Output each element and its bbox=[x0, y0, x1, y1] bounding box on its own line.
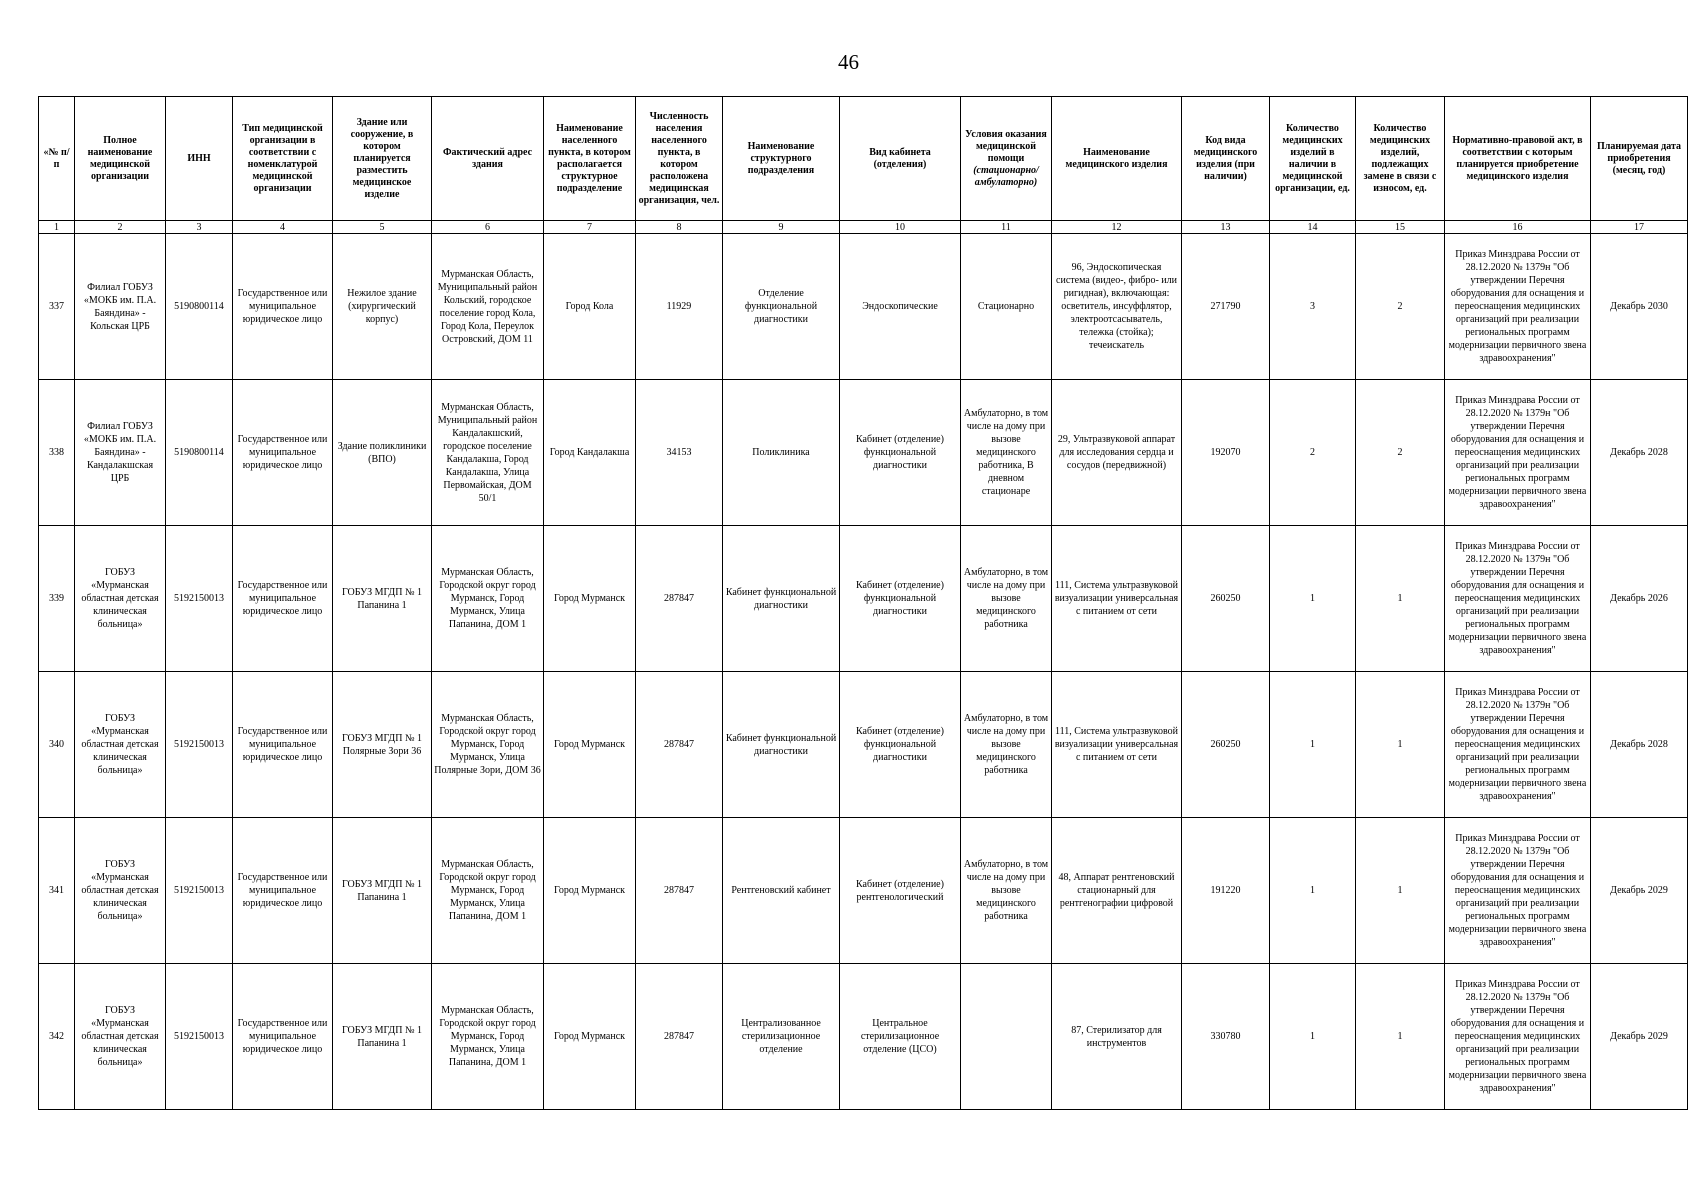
organization-cell: Филиал ГОБУЗ «МОКБ им. П.А. Баяндина» - Кольская ЦРБ bbox=[75, 234, 166, 380]
conditions-cell bbox=[961, 964, 1052, 1110]
header-cell: ИНН bbox=[166, 97, 233, 221]
legal-act-cell: Приказ Минздрава России от 28.12.2020 № 1379н "Об утверждении Перечня оборудования для оснащения и переоснащения медицинских организаций при реализации региональных программ модернизации первичного звена здравоохранения" bbox=[1445, 234, 1591, 380]
population-cell: 287847 bbox=[636, 672, 723, 818]
building-cell: Нежилое здание (хирургический корпус) bbox=[333, 234, 432, 380]
department-cell: Кабинет функциональной диагностики bbox=[723, 672, 840, 818]
org-type-cell: Государственное или муниципальное юридическое лицо bbox=[233, 672, 333, 818]
address-cell: Мурманская Область, Городской округ город Мурманск, Город Мурманск, Улица Папанина, ДОМ 1 bbox=[432, 526, 544, 672]
table-body bbox=[39, 234, 1688, 1110]
population-cell: 11929 bbox=[636, 234, 723, 380]
address-cell: Мурманская Область, Городской округ город Мурманск, Город Мурманск, Улица Папанина, ДОМ 1 bbox=[432, 818, 544, 964]
address-cell: Мурманская Область, Городской округ город Мурманск, Город Мурманск, Улица Папанина, ДОМ 1 bbox=[432, 964, 544, 1110]
legal-act-cell: Приказ Минздрава России от 28.12.2020 № 1379н "Об утверждении Перечня оборудования для оснащения и переоснащения медицинских организаций при реализации региональных программ модернизации первичного звена здравоохранения" bbox=[1445, 380, 1591, 526]
org-type-cell: Государственное или муниципальное юридическое лицо bbox=[233, 818, 333, 964]
column-number: 8 bbox=[636, 221, 723, 234]
building-cell: ГОБУЗ МГДП № 1 Папанина 1 bbox=[333, 526, 432, 672]
header-cell: Здание или сооружение, в котором планируется разместить медицинское изделие bbox=[333, 97, 432, 221]
conditions-cell: Амбулаторно, в том числе на дому при вызове медицинского работника bbox=[961, 672, 1052, 818]
planned-date-cell: Декабрь 2026 bbox=[1591, 526, 1688, 672]
column-number: 16 bbox=[1445, 221, 1591, 234]
organization-cell: ГОБУЗ «Мурманская областная детская клиническая больница» bbox=[75, 672, 166, 818]
device-name-cell: 96, Эндоскопическая система (видео-, фибро- или ригидная), включающая: осветитель, инсуффлятор, электроотсасыватель, тележка (стойка); течеискатель bbox=[1052, 234, 1182, 380]
column-number: 6 bbox=[432, 221, 544, 234]
header-cell: Нормативно-правовой акт, в соответствии с которым планируется приобретение медицинского изделия bbox=[1445, 97, 1591, 221]
table-row bbox=[39, 526, 1688, 672]
header-cell: Код вида медицинского изделия (при наличии) bbox=[1182, 97, 1270, 221]
replace-qty-cell: 1 bbox=[1356, 818, 1445, 964]
column-number: 5 bbox=[333, 221, 432, 234]
building-cell: ГОБУЗ МГДП № 1 Папанина 1 bbox=[333, 818, 432, 964]
organization-cell: ГОБУЗ «Мурманская областная детская клиническая больница» bbox=[75, 526, 166, 672]
header-cell: Наименование структурного подразделения bbox=[723, 97, 840, 221]
row-number-cell: 340 bbox=[39, 672, 75, 818]
locality-cell: Город Мурманск bbox=[544, 526, 636, 672]
column-number: 10 bbox=[840, 221, 961, 234]
header-cell: Наименование населенного пункта, в котором располагается структурное подразделение bbox=[544, 97, 636, 221]
department-cell: Централизованное стерилизационное отделение bbox=[723, 964, 840, 1110]
inn-cell: 5192150013 bbox=[166, 818, 233, 964]
organization-cell: Филиал ГОБУЗ «МОКБ им. П.А. Баяндина» - Кандалакшская ЦРБ bbox=[75, 380, 166, 526]
locality-cell: Город Кандалакша bbox=[544, 380, 636, 526]
table-row bbox=[39, 964, 1688, 1110]
device-code-cell: 191220 bbox=[1182, 818, 1270, 964]
department-cell: Кабинет функциональной диагностики bbox=[723, 526, 840, 672]
device-name-cell: 29, Ультразвуковой аппарат для исследования сердца и сосудов (передвижной) bbox=[1052, 380, 1182, 526]
legal-act-cell: Приказ Минздрава России от 28.12.2020 № 1379н "Об утверждении Перечня оборудования для оснащения и переоснащения медицинских организаций при реализации региональных программ модернизации первичного звена здравоохранения" bbox=[1445, 818, 1591, 964]
room-type-cell: Центральное стерилизационное отделение (ЦСО) bbox=[840, 964, 961, 1110]
header-cell-conditions bbox=[961, 97, 1052, 221]
equipment-table bbox=[38, 96, 1688, 1110]
available-qty-cell: 1 bbox=[1270, 526, 1356, 672]
inn-cell: 5192150013 bbox=[166, 672, 233, 818]
population-cell: 287847 bbox=[636, 818, 723, 964]
room-type-cell: Кабинет (отделение) функциональной диагностики bbox=[840, 526, 961, 672]
room-type-cell: Кабинет (отделение) функциональной диагностики bbox=[840, 380, 961, 526]
org-type-cell: Государственное или муниципальное юридическое лицо bbox=[233, 526, 333, 672]
device-code-cell: 330780 bbox=[1182, 964, 1270, 1110]
locality-cell: Город Мурманск bbox=[544, 818, 636, 964]
page-number: 46 bbox=[838, 50, 859, 74]
header-cell: Численность населения населенного пункта, в котором расположена медицинская организация, чел. bbox=[636, 97, 723, 221]
locality-cell: Город Мурманск bbox=[544, 964, 636, 1110]
device-code-cell: 192070 bbox=[1182, 380, 1270, 526]
device-name-cell: 111, Система ультразвуковой визуализации универсальная с питанием от сети bbox=[1052, 526, 1182, 672]
planned-date-cell: Декабрь 2028 bbox=[1591, 380, 1688, 526]
header-cell: Тип медицинской организации в соответствии с номенклатурой медицинской организации bbox=[233, 97, 333, 221]
table-row bbox=[39, 818, 1688, 964]
conditions-cell: Амбулаторно, в том числе на дому при вызове медицинского работника, В дневном стационаре bbox=[961, 380, 1052, 526]
inn-cell: 5190800114 bbox=[166, 380, 233, 526]
column-number: 9 bbox=[723, 221, 840, 234]
column-number: 17 bbox=[1591, 221, 1688, 234]
department-cell: Поликлиника bbox=[723, 380, 840, 526]
header-row bbox=[39, 97, 1688, 221]
department-cell: Рентгеновский кабинет bbox=[723, 818, 840, 964]
column-number: 11 bbox=[961, 221, 1052, 234]
inn-cell: 5192150013 bbox=[166, 526, 233, 672]
row-number-cell: 339 bbox=[39, 526, 75, 672]
address-cell: Мурманская Область, Городской округ город Мурманск, Город Мурманск, Улица Полярные Зори, ДОМ 36 bbox=[432, 672, 544, 818]
address-cell: Мурманская Область, Муниципальный район Кандалакшский, городское поселение Кандалакша, Город Кандалакша, Улица Первомайская, ДОМ 50/1 bbox=[432, 380, 544, 526]
population-cell: 287847 bbox=[636, 964, 723, 1110]
org-type-cell: Государственное или муниципальное юридическое лицо bbox=[233, 380, 333, 526]
device-code-cell: 271790 bbox=[1182, 234, 1270, 380]
column-number: 12 bbox=[1052, 221, 1182, 234]
conditions-cell: Амбулаторно, в том числе на дому при вызове медицинского работника bbox=[961, 526, 1052, 672]
table-row bbox=[39, 234, 1688, 380]
row-number-cell: 342 bbox=[39, 964, 75, 1110]
column-number: 14 bbox=[1270, 221, 1356, 234]
column-number: 15 bbox=[1356, 221, 1445, 234]
device-name-cell: 48, Аппарат рентгеновский стационарный для рентгенографии цифровой bbox=[1052, 818, 1182, 964]
table-row bbox=[39, 672, 1688, 818]
header-cell: «№ п/п bbox=[39, 97, 75, 221]
available-qty-cell: 1 bbox=[1270, 964, 1356, 1110]
org-type-cell: Государственное или муниципальное юридическое лицо bbox=[233, 964, 333, 1110]
available-qty-cell: 1 bbox=[1270, 818, 1356, 964]
column-number: 1 bbox=[39, 221, 75, 234]
replace-qty-cell: 1 bbox=[1356, 672, 1445, 818]
legal-act-cell: Приказ Минздрава России от 28.12.2020 № 1379н "Об утверждении Перечня оборудования для оснащения и переоснащения медицинских организаций при реализации региональных программ модернизации первичного звена здравоохранения" bbox=[1445, 964, 1591, 1110]
organization-cell: ГОБУЗ «Мурманская областная детская клиническая больница» bbox=[75, 964, 166, 1110]
locality-cell: Город Кола bbox=[544, 234, 636, 380]
row-number-cell: 341 bbox=[39, 818, 75, 964]
column-number: 13 bbox=[1182, 221, 1270, 234]
planned-date-cell: Декабрь 2029 bbox=[1591, 964, 1688, 1110]
building-cell: Здание поликлиники (ВПО) bbox=[333, 380, 432, 526]
room-type-cell: Эндоскопические bbox=[840, 234, 961, 380]
device-name-cell: 111, Система ультразвуковой визуализации универсальная с питанием от сети bbox=[1052, 672, 1182, 818]
column-number: 3 bbox=[166, 221, 233, 234]
column-number: 4 bbox=[233, 221, 333, 234]
available-qty-cell: 2 bbox=[1270, 380, 1356, 526]
replace-qty-cell: 2 bbox=[1356, 380, 1445, 526]
locality-cell: Город Мурманск bbox=[544, 672, 636, 818]
building-cell: ГОБУЗ МГДП № 1 Папанина 1 bbox=[333, 964, 432, 1110]
available-qty-cell: 3 bbox=[1270, 234, 1356, 380]
planned-date-cell: Декабрь 2029 bbox=[1591, 818, 1688, 964]
column-number: 7 bbox=[544, 221, 636, 234]
header-cell: Наименование медицинского изделия bbox=[1052, 97, 1182, 221]
organization-cell: ГОБУЗ «Мурманская областная детская клиническая больница» bbox=[75, 818, 166, 964]
replace-qty-cell: 2 bbox=[1356, 234, 1445, 380]
address-cell: Мурманская Область, Муниципальный район Кольский, городское поселение город Кола, Город Кола, Переулок Островский, ДОМ 11 bbox=[432, 234, 544, 380]
device-code-cell: 260250 bbox=[1182, 526, 1270, 672]
room-type-cell: Кабинет (отделение) функциональной диагностики bbox=[840, 672, 961, 818]
population-cell: 34153 bbox=[636, 380, 723, 526]
header-conditions-text: Условия оказания медицинской помощи bbox=[965, 128, 1047, 164]
device-code-cell: 260250 bbox=[1182, 672, 1270, 818]
planned-date-cell: Декабрь 2028 bbox=[1591, 672, 1688, 818]
column-number-row bbox=[39, 221, 1688, 234]
inn-cell: 5192150013 bbox=[166, 964, 233, 1110]
inn-cell: 5190800114 bbox=[166, 234, 233, 380]
population-cell: 287847 bbox=[636, 526, 723, 672]
table-row bbox=[39, 380, 1688, 526]
replace-qty-cell: 1 bbox=[1356, 964, 1445, 1110]
device-name-cell: 87, Стерилизатор для инструментов bbox=[1052, 964, 1182, 1110]
row-number-cell: 338 bbox=[39, 380, 75, 526]
department-cell: Отделение функциональной диагностики bbox=[723, 234, 840, 380]
conditions-cell: Амбулаторно, в том числе на дому при вызове медицинского работника bbox=[961, 818, 1052, 964]
row-number-cell: 337 bbox=[39, 234, 75, 380]
header-cell: Полное наименование медицинской организации bbox=[75, 97, 166, 221]
building-cell: ГОБУЗ МГДП № 1 Полярные Зори 36 bbox=[333, 672, 432, 818]
planned-date-cell: Декабрь 2030 bbox=[1591, 234, 1688, 380]
header-cell: Количество медицинских изделий, подлежащих замене в связи с износом, ед. bbox=[1356, 97, 1445, 221]
header-cell: Планируемая дата приобретения (месяц, год) bbox=[1591, 97, 1688, 221]
org-type-cell: Государственное или муниципальное юридическое лицо bbox=[233, 234, 333, 380]
header-cell: Вид кабинета (отделения) bbox=[840, 97, 961, 221]
column-number: 2 bbox=[75, 221, 166, 234]
room-type-cell: Кабинет (отделение) рентгенологический bbox=[840, 818, 961, 964]
legal-act-cell: Приказ Минздрава России от 28.12.2020 № 1379н "Об утверждении Перечня оборудования для оснащения и переоснащения медицинских организаций при реализации региональных программ модернизации первичного звена здравоохранения" bbox=[1445, 526, 1591, 672]
header-cell: Количество медицинских изделий в наличии в медицинской организации, ед. bbox=[1270, 97, 1356, 221]
available-qty-cell: 1 bbox=[1270, 672, 1356, 818]
header-cell: Фактический адрес здания bbox=[432, 97, 544, 221]
conditions-cell: Стационарно bbox=[961, 234, 1052, 380]
legal-act-cell: Приказ Минздрава России от 28.12.2020 № 1379н "Об утверждении Перечня оборудования для оснащения и переоснащения медицинских организаций при реализации региональных программ модернизации первичного звена здравоохранения" bbox=[1445, 672, 1591, 818]
replace-qty-cell: 1 bbox=[1356, 526, 1445, 672]
header-conditions-italic: (стационарно/ амбулаторно) bbox=[973, 164, 1039, 188]
